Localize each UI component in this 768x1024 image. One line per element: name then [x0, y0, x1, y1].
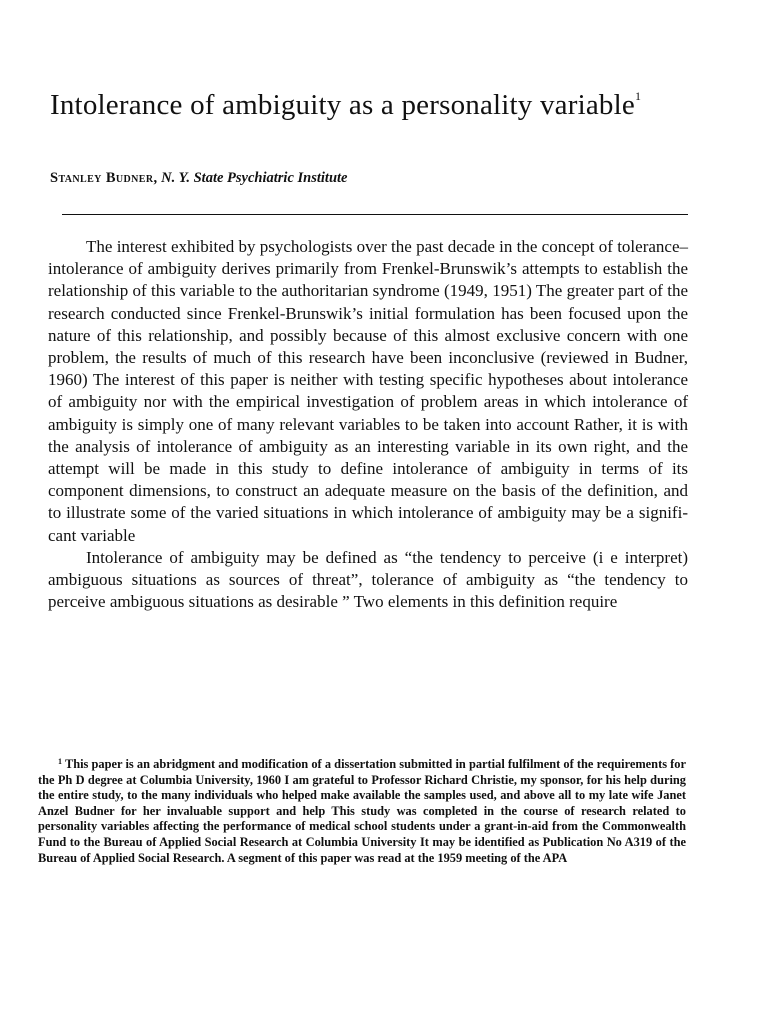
- title-footnote-marker: 1: [634, 89, 642, 103]
- body-paragraph-1: The interest exhibited by psychologists over the past decade in the concept of tolerance–intolerance of ambiguity derives primarily from Frenkel-Brunswik’s attempts to establish the relationship of this variable to the authoritarian syndrome (1949, 1951) The greater part of the research conducted since Frenkel-Brunswik’s initial formulation has been focused upon the nature of this relationship, and possibly because of this almost exclusive concern with one problem, the results of much of this research have been inconclusive (reviewed in Budner, 1960) The interest of this paper is neither with testing specific hypotheses about intolerance of ambiguity nor with the empirical investigation of problem areas in which intolerance of ambiguity is simply one of many relevant variables to be taken into account Rather, it is with the analysis of intolerance of ambiguity as an interesting variable in its own right, and the attempt will be made in this study to define intolerance of ambiguity in terms of its component dimensions, to construct an adequate measure on the basis of the definition, and to illustrate some of the varied situations in which intolerance of ambiguity may be a significant variable: [48, 237, 688, 545]
- article-title: [50, 88, 710, 122]
- article-title-text: Intolerance of ambiguity as a personality variable: [50, 89, 635, 121]
- footnote: [38, 757, 686, 866]
- footnote-paragraph: [38, 757, 686, 866]
- author-name: Stanley Budner,: [50, 170, 158, 186]
- article-body: [48, 236, 688, 613]
- footnote-text: This paper is an abridgment and modification of a dissertation submitted in partial fulfilment of the requirements for the Ph D degree at Columbia University, 1960 I am grateful to Professor Richard Christie, my sponsor, for his help during the entire study, to the many individuals who helped make available the samples used, and above all to my late wife Janet Anzel Budner for her invaluable support and help This study was completed in the course of research related to personality variables affecting the performance of medical school students under a grant-in-aid from the Commonwealth Fund to the Bureau of Applied Social Research at Columbia University It may be identified as Publication No A319 of the Bureau of Applied Social Research. A segment of this paper was read at the 1959 meeting of the APA: [38, 757, 686, 865]
- footnote-marker: 1: [58, 757, 62, 766]
- header-divider: [62, 214, 688, 215]
- body-paragraph-2: Intolerance of ambiguity may be defined as “the tendency to perceive (i e interpret) ambiguous situations as sources of threat”, tolerance of ambiguity as “the tendency to perceive ambiguous situations as desirable ” Two elements in this definition require: [48, 547, 688, 612]
- byline: [50, 168, 710, 188]
- author-affiliation: N. Y. State Psychiatric Institute: [161, 170, 348, 186]
